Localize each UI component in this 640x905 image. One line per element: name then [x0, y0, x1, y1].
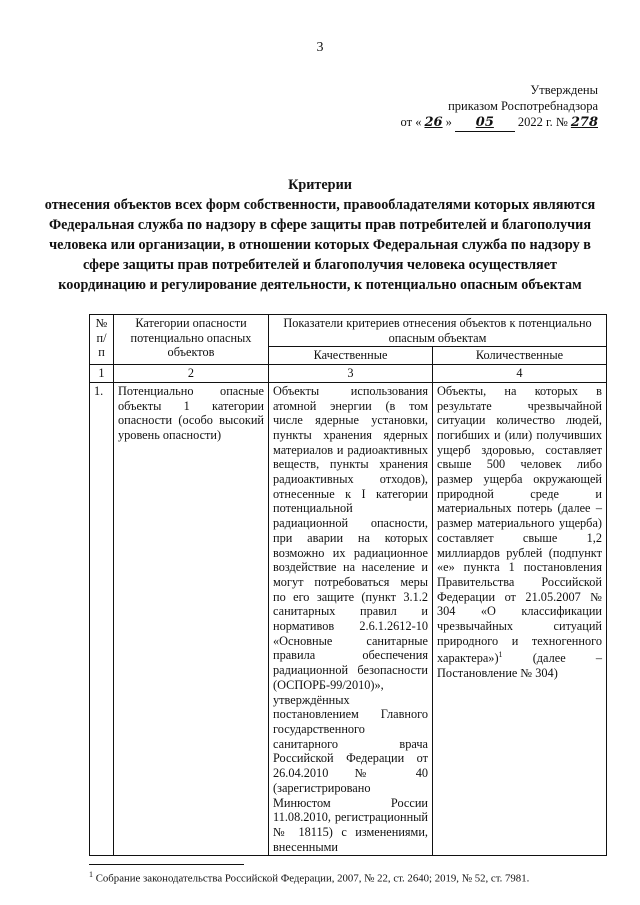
- title-body: отнесения объектов всех форм собственности, правообладателями которых являются Федеральная служба по надзору в сфере защиты прав потребителей и благополучия человека или организации, в отношении которых Федеральная служба по надзору в сфере защиты прав потребителей и благополучия человека осуществляет координацию и регулирование деятельности, к потенциально опасным объектам: [44, 197, 596, 293]
- col-number: 1: [90, 365, 114, 383]
- footnote-text: Собрание законодательства Российской Федерации, 2007, № 22, ст. 2640; 2019, № 52, ст. 7981.: [93, 872, 530, 885]
- row-qualitative: Объекты использования атомной энергии (в том числе ядерные установки, пункты хранения ядерных материалов и радиоактивных веществ, пункты хранения радиоактивных отходов), отнесенные к I категории потенциальной радиационной опасности, при аварии на которых возможно их радиационное воздействие на население и могут потребоваться меры по его защите (пункт 3.1.2 санитарных правил и нормативов 2.6.1.2612-10 «Основные санитарные правила обеспечения радиационной безопасности (ОСПОРБ-99/2010)», утверждённых постановлением Главного государственного санитарного врача Российской Федерации от 26.04.2010 № 40 (зарегистрировано Минюстом России 11.08.2010, регистрационный № 18115) с изменениями, внесенными: [269, 382, 433, 856]
- header-num: № п/п: [90, 315, 114, 365]
- order-mid: »: [445, 115, 452, 129]
- col-number: 3: [269, 365, 433, 383]
- order-number: 278: [570, 115, 598, 130]
- order-year: 2022 г. №: [517, 115, 568, 129]
- order-line: [401, 114, 598, 132]
- quantitative-main: Объекты, на которых в результате чрезвычайной ситуации количество людей, погибших и (или) получивших ущерб здоровью, составляет свыше 500 человек либо размер ущерба окружающей природной среде и материальных потерь (далее – размер материального ущерба) составляет свыше 1,2 миллиардов рублей (подпункт «е» пункта 1 постановления Правительства Российской Федерации от 21.05.2007 № 304 «О классификации чрезвычайных ситуаций природного и техногенного характера»): [437, 383, 602, 666]
- table-row: [90, 382, 607, 856]
- approval-line1: Утверждены: [530, 83, 598, 97]
- row-category: Потенциально опасные объекты 1 категории опасности (особо высокий уровень опасности): [114, 382, 269, 856]
- col-number: 4: [433, 365, 607, 383]
- order-day: 26: [424, 115, 443, 130]
- order-month: 05: [455, 115, 515, 132]
- approval-block: [401, 82, 598, 132]
- order-prefix: от «: [400, 115, 422, 129]
- footnote-mark: 1: [89, 870, 93, 879]
- header-indicators: Показатели критериев отнесения объектов к потенциально опасным объектам: [269, 315, 607, 347]
- footnote-ref: 1: [498, 650, 503, 660]
- column-number-row: [90, 365, 607, 383]
- title-heading: Критерии: [288, 177, 352, 193]
- col-number: 2: [114, 365, 269, 383]
- header-qualitative: Качественные: [269, 347, 433, 365]
- criteria-table: [89, 314, 607, 856]
- quantitative-tail: (далее – Постановление № 304): [437, 651, 602, 681]
- footnote: [89, 870, 529, 885]
- document-title: [40, 175, 600, 295]
- row-num: 1.: [90, 382, 114, 856]
- footnote-divider: [89, 864, 244, 865]
- header-category: Категории опасности потенциально опасных объектов: [114, 315, 269, 365]
- header-quantitative: Количественные: [433, 347, 607, 365]
- page-number: 3: [316, 40, 324, 55]
- row-quantitative: [433, 382, 607, 856]
- approval-line2: приказом Роспотребнадзора: [448, 99, 598, 113]
